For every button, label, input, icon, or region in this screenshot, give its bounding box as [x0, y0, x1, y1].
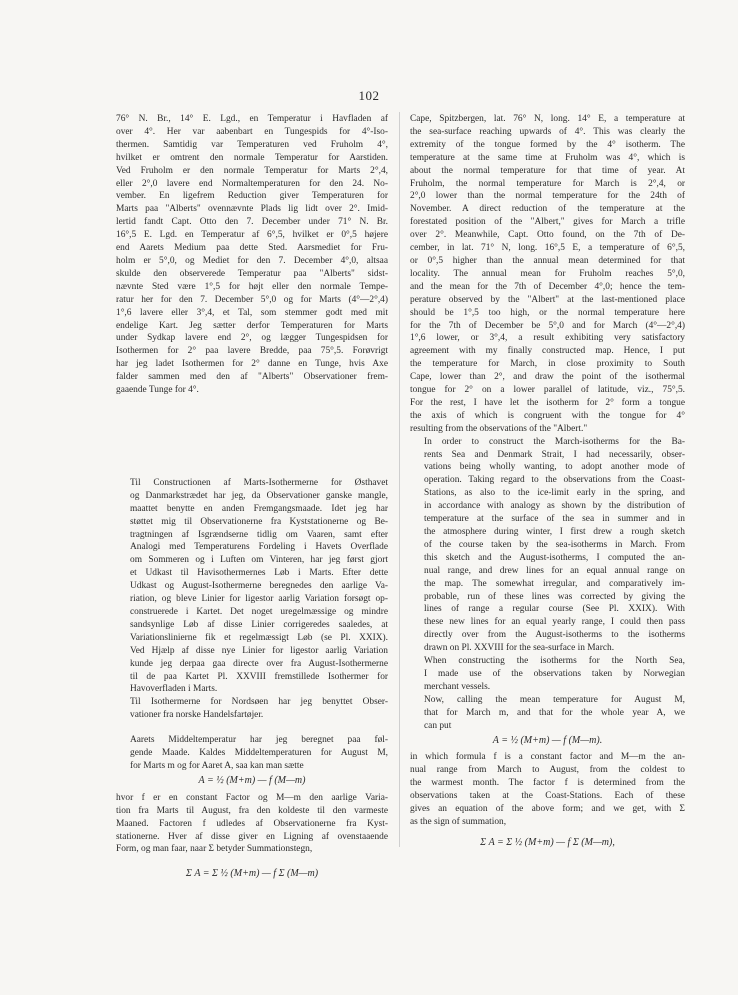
- text-line: drawn on Pl. XXVIII for the sea-surface in March.: [424, 643, 615, 654]
- text-line: maattet benytte en anden Fremgangsmaade. Idet jeg har: [130, 503, 388, 514]
- text-line: thermen. Samtidig var Temperaturen ved Fruholm 4°,: [116, 139, 388, 150]
- text-line: operation. Taking regard to the observations from the Coast-: [424, 475, 685, 486]
- text-line: forestated position of the "Albert," gives for March a trifle: [410, 217, 685, 228]
- text-line: og Danmarkstrædet har jeg, da Observationer ganske mangle,: [130, 490, 388, 501]
- text-line: Ved Hjælp af disse nye Linier for ligestor aarlig Variation: [130, 645, 388, 656]
- text-line: Maaned. Factoren f udledes af Observationerne fra Kyst-: [116, 818, 388, 829]
- text-line: tragtningen af Isgrændserne tidlig om Vaaren, samt efter: [130, 529, 388, 540]
- right-paragraph-5: [410, 751, 685, 828]
- text-line: cember, in lat. 71° N, long. 16°,5 E, a temperature of 6°,5,: [410, 243, 685, 254]
- text-line: Cape, Spitzbergen, lat. 76° N, long. 14° E, a temperature at: [410, 114, 685, 124]
- text-line: 16°,5 E. Lgd. en Temperatur af 6°,5, hvilket er 0°,5 højere: [116, 230, 388, 241]
- text-line: riation, og bleve Linier for ligestor aarlig Variation forsøgt op-: [130, 594, 388, 605]
- text-line: lertid fandt Capt. Otto den 7. December under 71° N. Br.: [116, 217, 388, 228]
- text-line: resulting from the observations of the "Albert.": [410, 423, 588, 434]
- text-line: kunde jeg derpaa gaa directe over fra August-Isothermerne: [130, 658, 388, 669]
- text-line: Stations, as also to the ice-limit early in the spring, and: [424, 488, 685, 499]
- text-line: falder sammen med den af "Alberts" Observationer frem-: [116, 372, 388, 383]
- text-line: Analogi med Temperaturens Fordeling i Havets Overflade: [130, 542, 388, 553]
- text-line: lines of range a regular course (See Pl. XXIX). With: [424, 604, 685, 615]
- text-line: Form, og man faar, naar Σ betyder Summationstegn,: [116, 844, 313, 855]
- right-sum-formula: Σ A = Σ ½ (M+m) — f Σ (M—m),: [480, 836, 615, 848]
- left-paragraph-5: [116, 792, 388, 857]
- text-line: har jeg ladet Isothermen for 2° danne en Tunge, hvis Axe: [116, 359, 388, 370]
- text-line: probable, run of these lines was corrected by giving the: [424, 591, 685, 602]
- text-line: vations being wholly wanting, to adopt another mode of: [424, 462, 685, 473]
- text-line: over 4°. Her var aabenbart en Tungespids for 4°-Iso-: [116, 126, 388, 137]
- text-line: et Udkast til Havisothermernes Løb i Marts. Efter dette: [130, 568, 388, 579]
- text-line: tion fra Marts til August, fra den koldeste til den varmeste: [116, 805, 388, 816]
- text-line: nual range, and drew lines for an equal annual range on: [424, 565, 685, 576]
- text-line: can put: [424, 720, 452, 731]
- text-line: gives an equation of the above form; and we get, with Σ: [410, 804, 685, 815]
- text-line: Havoverfladen i Marts.: [130, 684, 218, 695]
- text-line: hvor f er en constant Factor og M—m den aarlige Varia-: [116, 792, 388, 803]
- text-line: hvilket er omtrent den normale Temperatur for Aarstiden.: [116, 152, 388, 163]
- page-number: 102: [358, 88, 380, 103]
- text-line: vationer fra norske Handelsfartøjer.: [130, 710, 264, 721]
- text-line: and the mean for the 7th of December 4°,0; hence the tem-: [410, 281, 685, 292]
- left-paragraph-3: [116, 696, 388, 722]
- text-line: Fruholm, the normal temperature for March is 2°,4, or: [410, 178, 685, 189]
- text-line: sandsynlige Løb af disse Linier corrigeredes saaledes, at: [130, 619, 388, 630]
- left-formula: A = ½ (M+m) — f (M—m): [198, 774, 306, 786]
- right-formula: A = ½ (M+m) — f (M—m).: [492, 734, 603, 746]
- text-line: holm er 5°,0, og Mediet for den 7. December 4°,0, altsaa: [116, 255, 388, 266]
- text-line: 2°,0 lower than the normal temperature for the 24th of: [410, 191, 685, 202]
- text-line: the sea-surface reaching upwards of 4°. This was clearly the: [410, 126, 685, 137]
- text-line: agreement with my finally constructed map. Hence, I put: [410, 346, 685, 357]
- text-line: extremity of the tongue formed by the 4° isotherm. The: [410, 139, 685, 150]
- text-line: gaaende Tunge for 4°.: [116, 385, 199, 396]
- text-line: For the rest, I have let the isotherm for 2° form a tongue: [410, 397, 685, 408]
- text-line: til de paa Kartet Pl. XXVIII fremstillede Isothermer for: [130, 671, 388, 682]
- text-line: that for March m, and that for the whole year A, we: [424, 707, 685, 718]
- text-line: this sketch and the August-isotherms, I computed the an-: [424, 552, 685, 563]
- text-line: Aarets Middeltemperatur har jeg beregnet paa føl-: [130, 735, 388, 746]
- text-line: vember. En ligefrem Reduction giver Temperaturen for: [116, 191, 388, 202]
- text-line: the axis of which is congruent with the tongue for 4°: [410, 410, 685, 421]
- text-line: I made use of the observations taken by Norwegian: [424, 668, 685, 679]
- text-line: 1°,6 lavere eller 3°,4, et Tal, som stemmer godt med mit: [116, 307, 388, 318]
- norwegian-column: [116, 113, 388, 881]
- text-line: merchant vessels.: [424, 681, 491, 692]
- left-paragraph-4: [116, 734, 388, 773]
- text-line: nævnte Sted være 1°,5 for højt eller den normale Tempe-: [116, 281, 388, 292]
- text-line: When constructing the isotherms for the North Sea,: [424, 656, 685, 667]
- text-line: stationerne. Hver af disse giver en Ligning af ovenstaaende: [116, 831, 388, 842]
- text-line: end Aarets Medium paa dette Sted. Aarsmediet for Fru-: [116, 243, 388, 254]
- right-paragraph-3: [410, 655, 685, 694]
- text-line: should be 1°,5 too high, or the normal temperature here: [410, 307, 685, 318]
- text-line: Isothermen for 2° paa lavere Bredde, paa 75°,5. Forøvrigt: [116, 346, 388, 357]
- right-paragraph-2: [410, 436, 685, 655]
- text-line: the atmosphere during winter, I first drew a rough sketch: [424, 527, 685, 537]
- text-line: for Marts m og for Aaret A, saa kan man sætte: [130, 760, 304, 771]
- english-column: [410, 113, 685, 850]
- text-line: om Sommeren og i Luften om Vinteren, har jeg først gjort: [130, 555, 388, 566]
- text-line: directly over from the August-isotherms to the isotherms: [424, 630, 685, 641]
- text-line: støttet mig til Observationerne fra Kyststationerne og Be-: [130, 516, 388, 527]
- text-line: or 0°,5 higher than the annual mean determined for that: [410, 255, 685, 266]
- text-line: locality. The annual mean for Fruholm reaches 5°,0,: [410, 268, 685, 279]
- text-line: rents Sea and Denmark Strait, I had necessarily, obser-: [424, 449, 685, 460]
- text-line: Marts paa "Alberts" ovennævnte Plads lig lidt over 2°. Imid-: [116, 204, 388, 215]
- text-line: In order to construct the March-isotherms for the Ba-: [424, 436, 685, 447]
- text-line: the temperature for March, in close proximity to South: [410, 359, 685, 370]
- text-line: about the normal temperature for that time of year. At: [410, 165, 685, 176]
- text-line: Cape, lower than 2°, and draw the point of the isothermal: [410, 372, 685, 383]
- text-line: as the sign of summation,: [410, 816, 507, 827]
- text-line: of the course taken by the sea-isotherms in March. From: [424, 539, 685, 550]
- text-line: over 2°. Meanwhile, Capt. Otto found, on the 7th of De-: [410, 230, 685, 241]
- text-line: perature observed by the "Albert" at the last-mentioned place: [410, 294, 685, 305]
- text-line: tongue for 2° on a lower parallel of latitude, viz., 75°,5.: [410, 385, 685, 396]
- text-line: in accordance with analogy as shown by the distribution of: [424, 501, 685, 512]
- text-line: Now, calling the mean temperature for August M,: [424, 694, 685, 705]
- text-line: for the 7th of December be 5°,0 and for March (4°—2°,4): [410, 320, 685, 331]
- text-line: under Sydkap lavere end 2°, og lægger Tungespidsen for: [116, 333, 388, 344]
- text-line: these new lines for an equal yearly range, I could then pass: [424, 617, 685, 628]
- left-paragraph-2: [116, 477, 388, 696]
- text-line: November. A direct reduction of the temperature at the: [410, 204, 685, 215]
- text-line: ratur her for den 7. December 5°,0 og for Marts (4°—2°,4): [116, 294, 388, 305]
- text-line: observations taken at the Coast-Stations. Each of these: [410, 791, 685, 802]
- text-line: skulde den observerede Temperatur paa "Alberts" sidst-: [116, 268, 388, 279]
- text-line: Udkast og August-Isothermerne beregnedes den aarlige Va-: [130, 581, 388, 592]
- text-line: nual range from March to August, from the coldest to: [410, 765, 685, 776]
- text-line: temperature at the same time at Fruholm was 4°, which is: [410, 152, 685, 163]
- text-line: endelige Kart. Jeg sætter derfor Temperaturen for Marts: [116, 320, 388, 331]
- text-line: eller 2°,0 lavere end Normaltemperaturen for den 24. No-: [116, 178, 388, 189]
- text-line: 76° N. Br., 14° E. Lgd., en Temperatur i Havfladen af: [116, 114, 388, 124]
- text-line: Til Constructionen af Marts-Isothermerne for Østhavet: [130, 477, 388, 488]
- text-line: Til Isothermerne for Nordsøen har jeg benyttet Obser-: [130, 697, 388, 708]
- text-line: gende Maade. Kaldes Middeltemperaturen for August M,: [130, 748, 388, 759]
- right-paragraph-4: [410, 694, 685, 733]
- text-line: temperature at the surface of the sea in summer and in: [424, 514, 685, 525]
- text-line: 1°,6 lower, or 3°,4, a result exhibiting very satisfactory: [410, 333, 685, 344]
- text-line: in which formula f is a constant factor and M—m the an-: [410, 752, 685, 763]
- column-divider: [399, 112, 400, 847]
- left-sum-formula: Σ A = Σ ½ (M+m) — f Σ (M—m): [185, 868, 319, 880]
- text-line: Ved Fruholm er den normale Temperatur for Marts 2°,4,: [116, 165, 388, 176]
- text-line: the map. The somewhat irregular, and comparatively im-: [424, 578, 685, 589]
- right-paragraph-1: [410, 113, 685, 436]
- text-line: Variationslinierne fik et regelmæssigt Løb (se Pl. XXIX).: [130, 632, 388, 643]
- text-line: the warmest month. The factor f is determined from the: [410, 778, 685, 789]
- left-paragraph-1: [116, 113, 388, 397]
- text-line: construerede i Kartet. Det noget uregelmæssige og mindre: [130, 607, 388, 617]
